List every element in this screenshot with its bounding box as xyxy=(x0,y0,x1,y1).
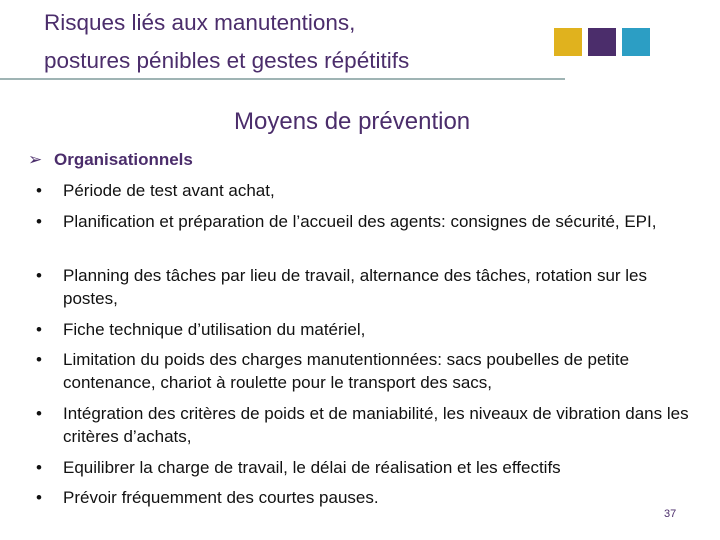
slide-title-line-1: Risques liés aux manutentions, xyxy=(44,10,356,35)
bullet-marker: • xyxy=(36,181,42,200)
bullet-marker: • xyxy=(36,458,42,477)
purple-square xyxy=(588,28,616,56)
page-number: 37 xyxy=(664,508,677,520)
arrow-right-icon: ➢ xyxy=(28,150,43,169)
bullet-marker: • xyxy=(36,212,42,231)
list-item-text: Planning des tâches par lieu de travail, alternance des tâches, rotation sur les postes, xyxy=(63,266,648,308)
bullet-marker: • xyxy=(36,488,42,507)
bullet-marker: • xyxy=(36,350,42,369)
bullet-marker: • xyxy=(36,266,42,285)
yellow-square xyxy=(554,28,582,56)
slide-title xyxy=(44,4,564,80)
title-divider xyxy=(0,78,565,80)
list-item-text: Période de test avant achat, xyxy=(63,181,275,200)
list-item-text: Equilibrer la charge de travail, le délai de réalisation et les effectifs xyxy=(63,458,561,477)
list-item-text: Fiche technique d’utilisation du matériel, xyxy=(63,320,366,339)
list-item-text: Planification et préparation de l’accueil des agents: consignes de sécurité, EPI, xyxy=(63,212,657,231)
section-heading-label: Organisationnels xyxy=(54,150,193,169)
slide-title-line-2: postures pénibles et gestes répétitifs xyxy=(44,48,410,73)
bullet-marker: • xyxy=(36,320,42,339)
section-heading xyxy=(28,150,193,170)
list-item-text: Intégration des critères de poids et de maniabilité, les niveaux de vibration dans les critères d’achats, xyxy=(63,404,689,446)
bullet-marker: • xyxy=(36,404,42,423)
section-subtitle: Moyens de prévention xyxy=(234,108,471,135)
blue-square xyxy=(622,28,650,56)
list-item-text: Prévoir fréquemment des courtes pauses. xyxy=(63,488,379,507)
list-item-text: Limitation du poids des charges manutentionnées: sacs poubelles de petite contenance, chariot à roulette pour le transport des sacs, xyxy=(63,350,630,392)
